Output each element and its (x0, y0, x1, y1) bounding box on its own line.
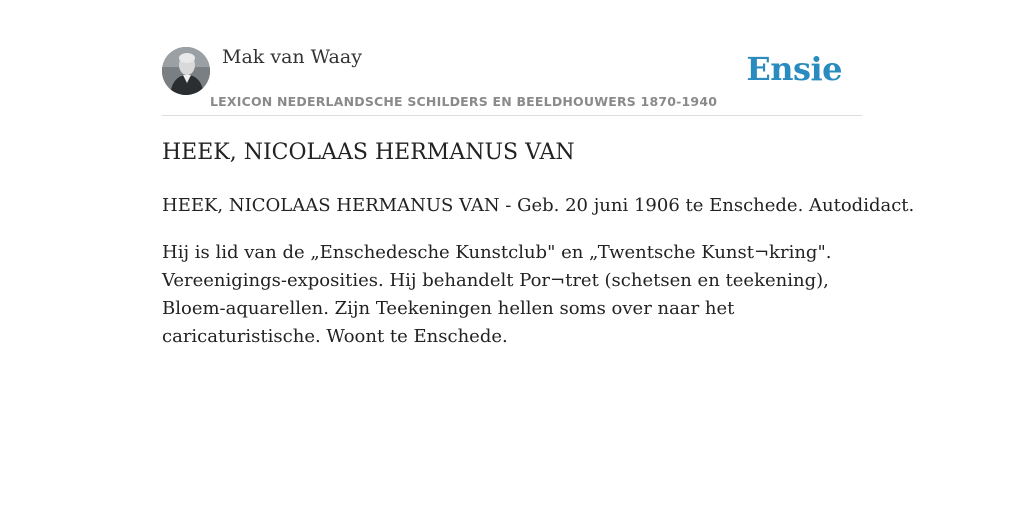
article-paragraph: HEEK, NICOLAAS HERMANUS VAN - Geb. 20 juni 1906 te Enschede. Autodidact. (162, 195, 915, 216)
source-title[interactable]: LEXICON NEDERLANDSCHE SCHILDERS EN BEELDHOUWERS 1870-1940 (210, 94, 718, 109)
brand-logo[interactable]: Ensie (746, 50, 842, 88)
header (162, 0, 862, 116)
article-paragraph: Hij is lid van de „Enschedesche Kunstclub" en „Twentsche Kunst¬kring". Vereenigings-exposities. Hij behandelt Por¬tret (schetsen en teekening), Bloem-aquarellen. Zijn Teekeningen hellen soms over naar het caricaturistische. Woont te Enschede. (162, 242, 832, 347)
portrait-icon (162, 47, 210, 95)
author-name[interactable]: Mak van Waay (222, 46, 362, 68)
author-avatar[interactable] (162, 47, 210, 95)
page-container (162, 0, 915, 512)
article-title: HEEK, NICOLAAS HERMANUS VAN (162, 140, 575, 165)
